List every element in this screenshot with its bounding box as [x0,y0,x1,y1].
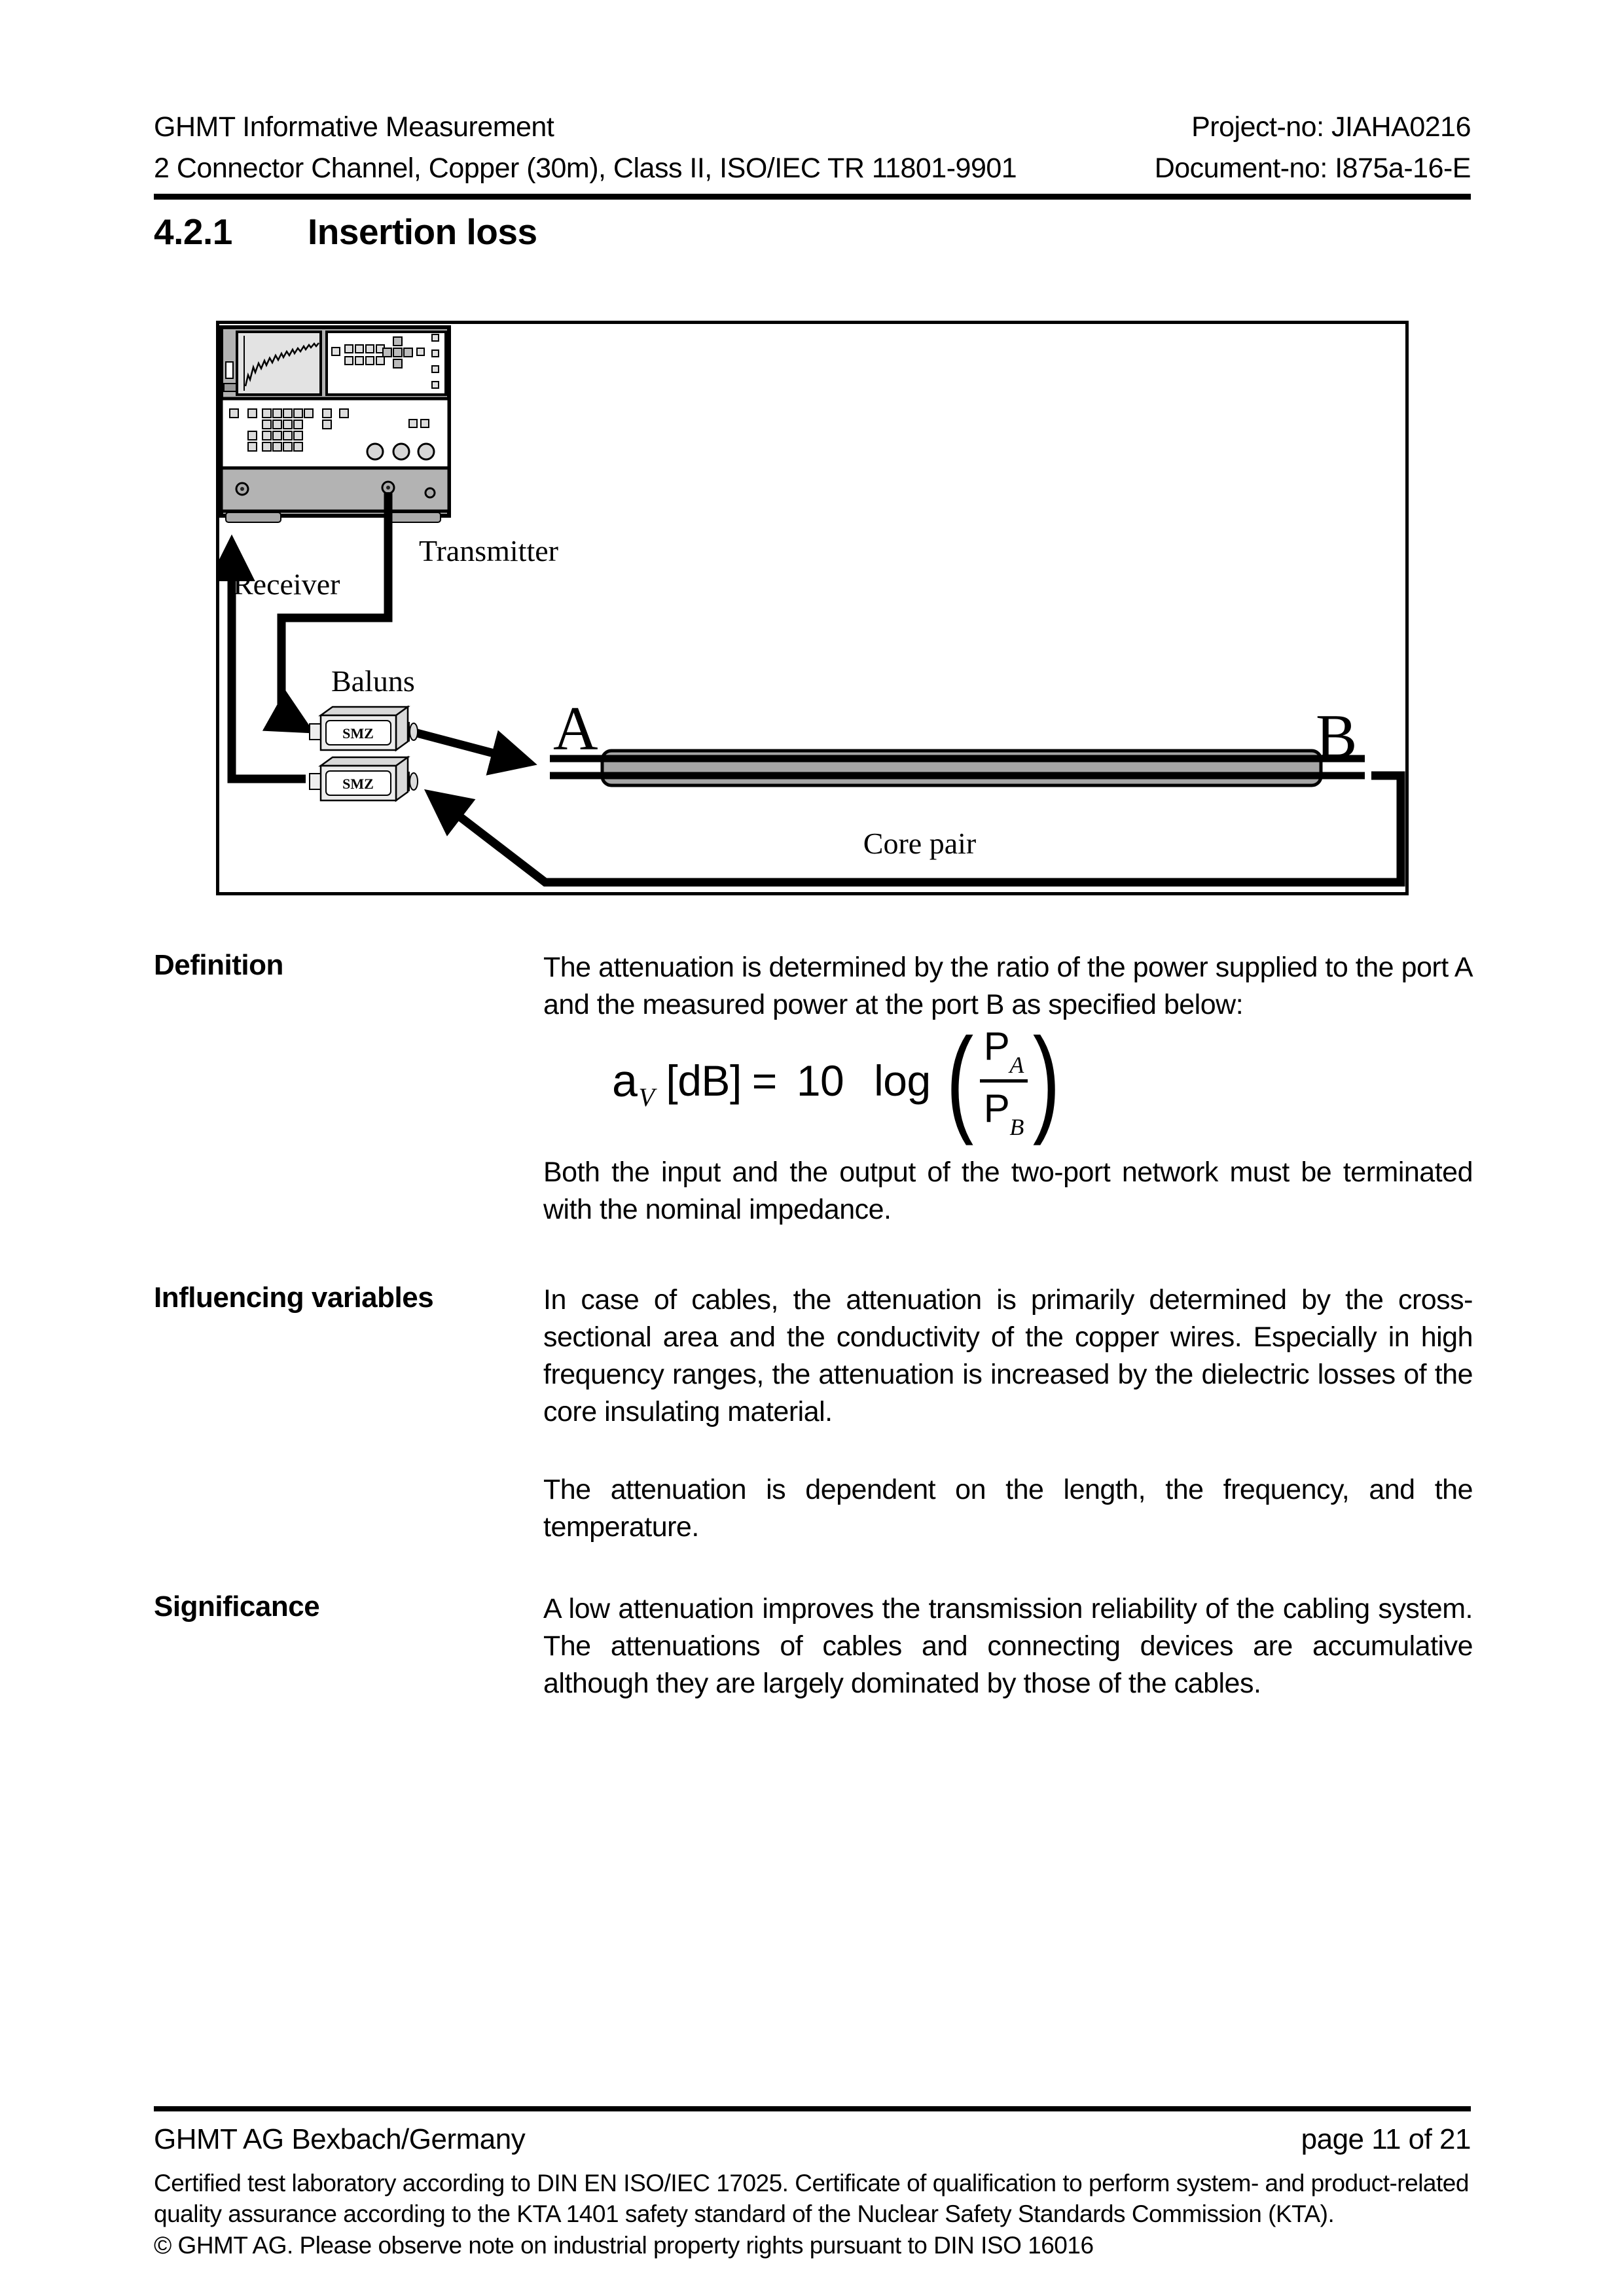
formula-lhs-subscript: V [638,1083,655,1112]
balun-receive [310,757,418,800]
instrument-foot [226,512,281,522]
section-title: Insertion loss [308,211,537,252]
significance-paragraph-1: A low attenuation improves the transmission reliability of the cabling system. The attenuations of cables and connecting devices are accumulative although they are largely dominated by those of the cables. [543,1593,1473,1699]
analyzer-screen [237,332,321,395]
balun-device-label: SMZ [342,725,374,742]
footer-certification: Certified test laboratory according to DIN EN ISO/IEC 17025. Certificate of qualification to perform system- and product-related quality assurance according to the KTA 1401 safety standard of the Nuclear Safety Standards Commission (KTA). [154,2170,1469,2227]
knob [418,444,434,459]
definition-paragraph-2: Both the input and the output of the two-port network must be terminated with the nominal impedance. [543,1157,1473,1225]
numerator-base: P [983,1024,1010,1068]
diagram-drawing [219,324,1405,892]
network-analyzer [221,327,449,522]
formula-unit: [dB] [666,1056,742,1105]
definition-label: Definition [154,949,283,981]
header-subtitle: 2 Connector Channel, Copper (30m), Class II, ISO/IEC TR 11801-9901 [154,152,1017,184]
formula-denominator [980,1083,1028,1140]
core-pair-label: Core pair [863,827,977,860]
balun-device-label: SMZ [342,776,374,792]
influencing-variables-paragraph-2: The attenuation is dependent on the length, the frequency, and the temperature. [543,1474,1473,1543]
header-row-2 [154,152,1471,185]
knob [393,444,409,459]
receiver-label: Receiver [233,567,340,601]
header-project-no: Project-no: JIAHA0216 [1191,111,1471,143]
section-number: 4.2.1 [154,211,232,252]
footer-copyright: © GHMT AG. Please observe note on industrial property rights pursuant to DIN ISO 16016 [154,2232,1094,2259]
power-toggle [226,362,233,378]
definition-paragraph-1: The attenuation is determined by the ratio of the power supplied to the port A and the measured power at the port B as specified below: [543,952,1473,1020]
influencing-variables-paragraph-1: In case of cables, the attenuation is primarily determined by the cross-sectional area and the conductivity of the copper wires. Especially in high frequency ranges, the attenuation is increased by the dielectric losses of the core insulating material. [543,1284,1473,1427]
denominator-base: P [983,1086,1010,1130]
footer-row [154,2123,1471,2156]
instrument-foot [386,512,441,522]
port-a-label: A [553,694,598,763]
formula-open-paren: ( [946,1014,973,1147]
knob [367,444,383,459]
core-pair-cable [550,751,1365,785]
analyzer-front-panel [221,399,449,468]
analyzer-connector-strip [221,468,449,511]
header-rule [154,194,1471,200]
header-document-no: Document-no: I875a-16-E [1154,152,1471,184]
header-title: GHMT Informative Measurement [154,111,554,143]
footer-page-indicator: page 11 of 21 [1301,2123,1471,2155]
significance-label: Significance [154,1590,320,1623]
formula-coefficient: 10 log [796,1056,931,1105]
footer-rule [154,2106,1471,2111]
formula-numerator [980,1024,1028,1083]
attenuation-formula [612,1014,1060,1147]
formula-fraction [980,1024,1028,1140]
denominator-subscript: B [1009,1114,1024,1140]
numerator-subscript: A [1009,1052,1024,1078]
header-row-1 [154,111,1471,143]
baluns-label: Baluns [331,664,415,698]
analyzer-keypad-top [327,332,446,395]
formula-lhs-base: a [612,1054,638,1106]
influencing-variables-label: Influencing variables [154,1282,434,1314]
transmitter-label: Transmitter [419,534,558,567]
formula-close-paren: ) [1032,1014,1060,1147]
footer-company: GHMT AG Bexbach/Germany [154,2123,526,2155]
balun-transmit [310,707,418,750]
balun-to-port-a-line [417,733,524,761]
measurement-setup-diagram [216,321,1409,895]
section-heading [154,211,537,253]
formula-equals: = [751,1056,777,1105]
port-b-label: B [1316,702,1358,771]
